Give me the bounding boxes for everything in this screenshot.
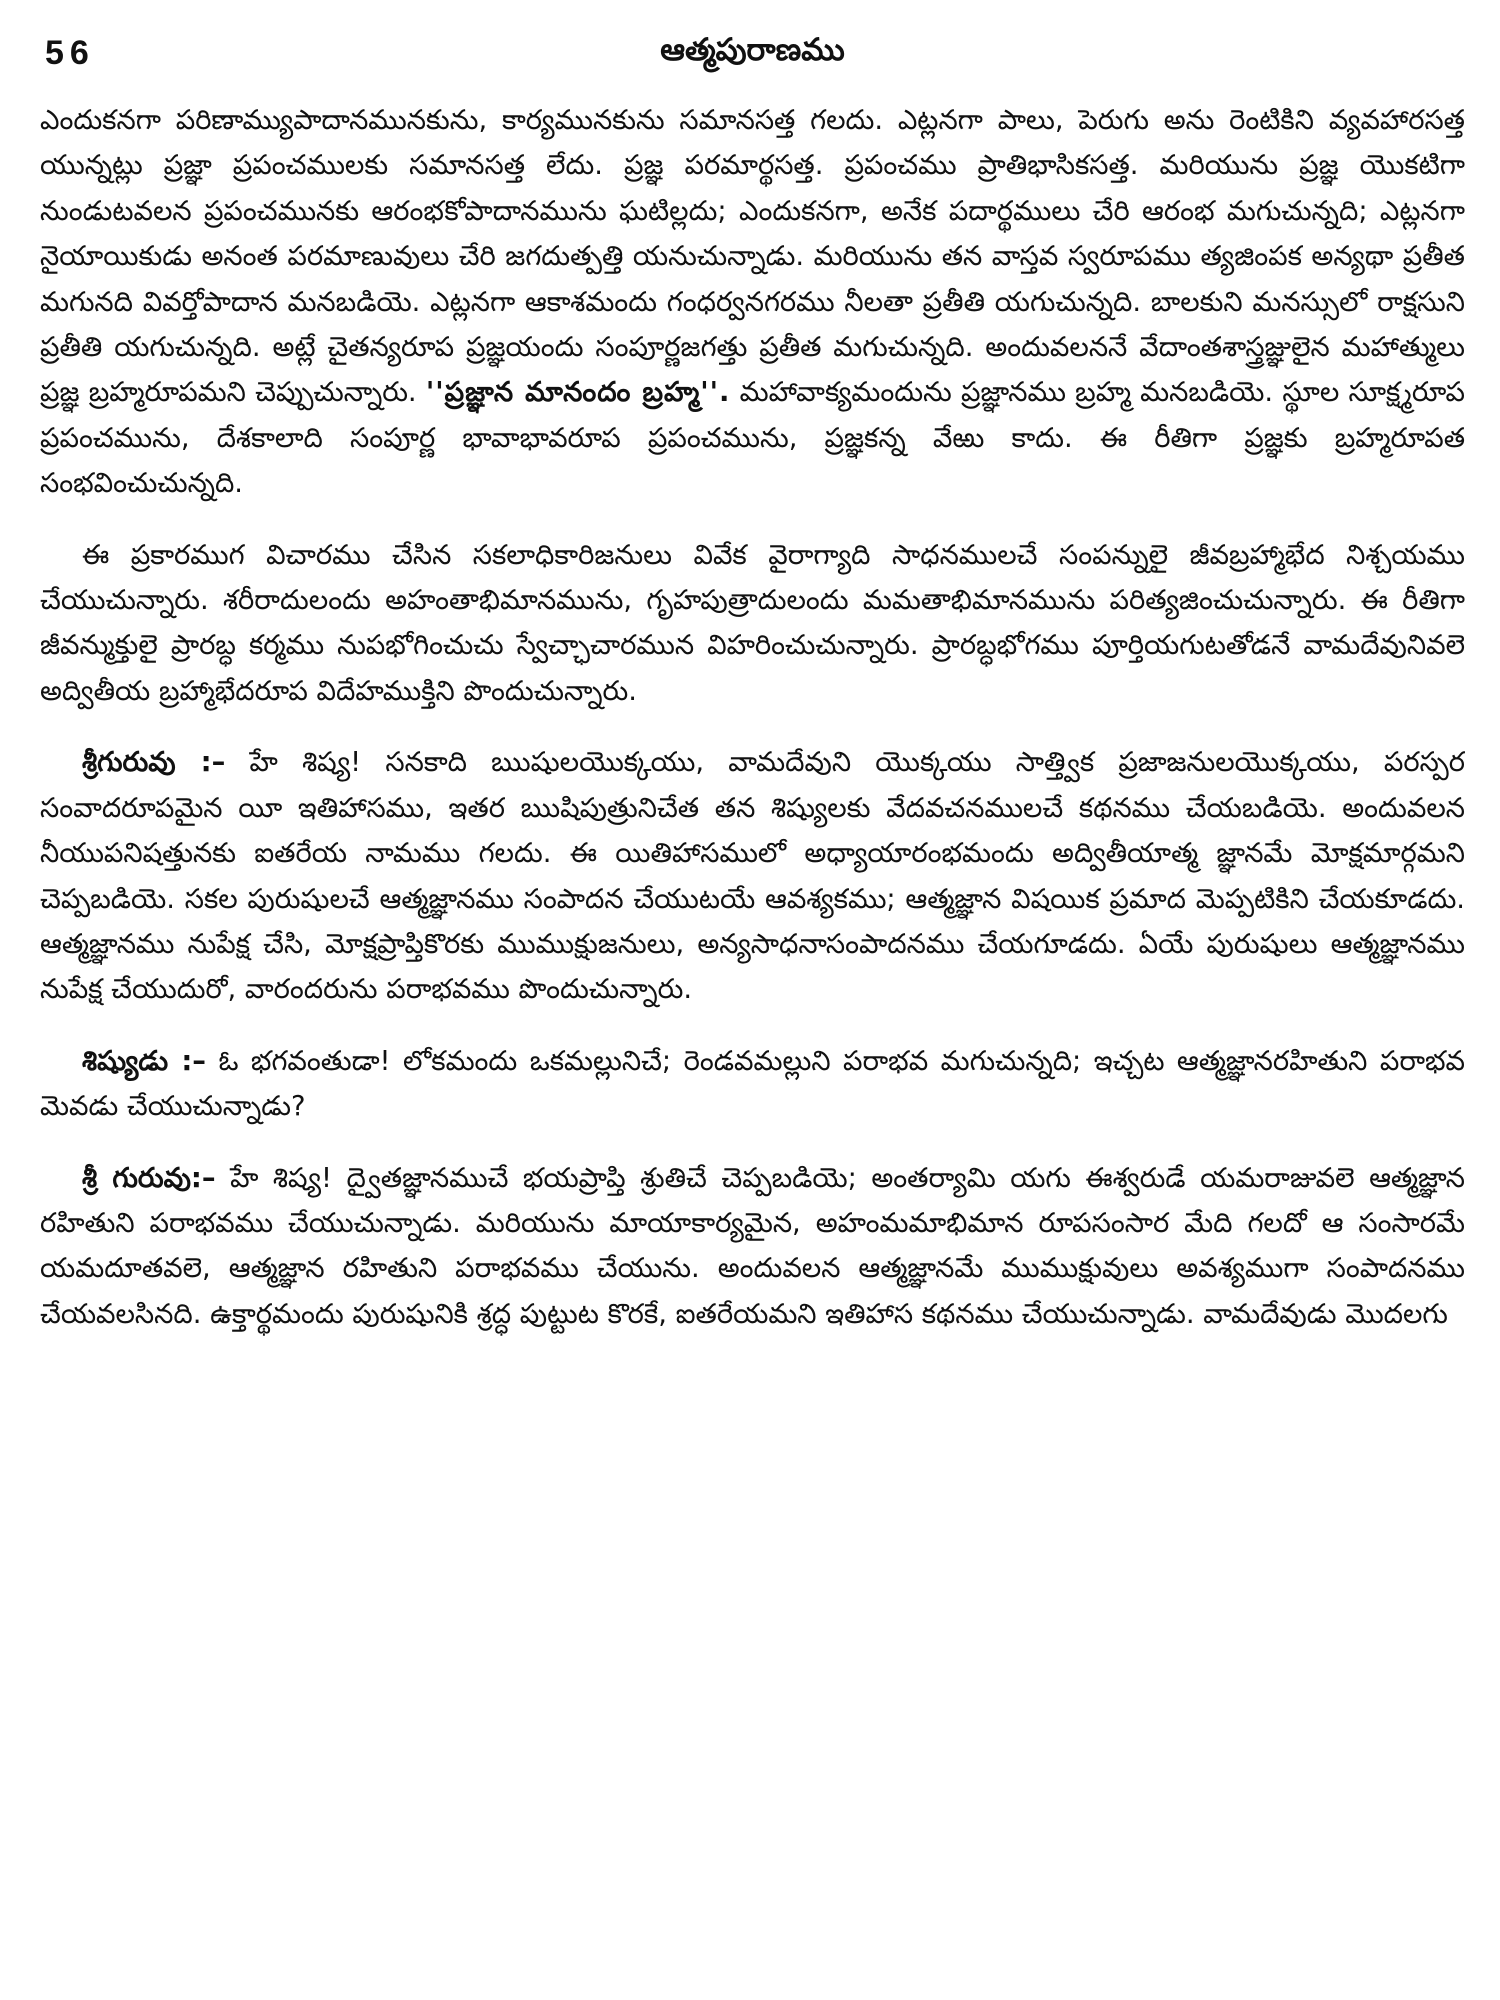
paragraph-1 [40, 98, 1465, 507]
page-header [40, 30, 1465, 90]
paragraph-1-text-b: మహావాక్యమందును ప్రజ్ఞానము బ్రహ్మ మనబడియె. స్థూల సూక్ష్మరూప ప్రపంచమును, దేశకాలాది సంపూర్ణ భావాభావరూప ప్రపంచమును, ప్రజ్ఞకన్న వేఱు కాదు. ఈ రీతిగా ప్రజ్ఞకు బ్రహ్మరూపత సంభవించుచున్నది. [40, 377, 1465, 500]
paragraph-3-text: హే శిష్య! సనకాది ఋషులయొక్కయు, వామదేవుని యొక్కయు సాత్త్విక ప్రజాజనులయొక్కయు, పరస్పర సంవాదరూపమైన యీ ఇతిహాసము, ఇతర ఋషిపుత్రునిచేత తన శిష్యులకు వేదవచనములచే కథనము చేయబడియె. అందువలన నీయుపనిషత్తునకు ఐతరేయ నామము గలదు. ఈ యితిహాసములో అధ్యాయారంభమందు అద్వితీయాత్మ జ్ఞానమే మోక్షమార్గమని చెప్పబడియె. సకల పురుషులచే ఆత్మజ్ఞానము సంపాదన చేయుటయే ఆవశ్యకము; ఆత్మజ్ఞాన విషయిక ప్రమాద మెప్పటికిని చేయకూడదు. ఆత్మజ్ఞానము నుపేక్ష చేసి, మోక్షప్రాప్తికొరకు ముముక్షుజనులు, అన్యసాధనాసంపాదనము చేయగూడదు. ఏయే పురుషులు ఆత్మజ్ఞానము నుపేక్ష చేయుదురో, వారందరును పరాభవము పొందుచున్నారు. [40, 747, 1465, 1006]
paragraph-2: ఈ ప్రకారముగ విచారము చేసిన సకలాధికారిజనులు వివేక వైరాగ్యాది సాధనములచే సంపన్నులై జీవబ్రహ్మాభేద నిశ్చయము చేయుచున్నారు. శరీరాదులందు అహంతాభిమానమును, గృహపుత్రాదులందు మమతాభిమానమును పరిత్యజించుచున్నారు. ఈ రీతిగా జీవన్ముక్తులై ప్రారబ్ధ కర్మము నుపభోగించుచు స్వేచ్ఛాచారమున విహరించుచున్నారు. ప్రారబ్ధభోగము పూర్తియగుటతోడనే వామదేవునివలె అద్వితీయ బ్రహ్మాభేదరూప విదేహముక్తిని పొందుచున్నారు. [40, 539, 1465, 707]
paragraph-5 [40, 1156, 1465, 1338]
paragraph-5-text: హే శిష్య! ద్వైతజ్ఞానముచే భయప్రాప్తి శ్రుతిచే చెప్పబడియె; అంతర్యామి యగు ఈశ్వరుడే యమరాజువలె ఆత్మజ్ఞాన రహితుని పరాభవము చేయుచున్నాడు. మరియును మాయాకార్యమైన, అహంమమాభిమాన రూపసంసార మేది గలదో ఆ సంసారమే యమదూతవలె, ఆత్మజ్ఞాన రహితుని పరాభవము చేయును. అందువలన ఆత్మజ్ఞానమే ముముక్షువులు అవశ్యముగా సంపాదనము చేయవలసినది. ఉక్తార్థమందు పురుషునికి శ్రద్ధ పుట్టుట కొరకే, ఐతరేయమని ఇతిహాస కథనము చేయుచున్నాడు. వామదేవుడు మొదలగు [40, 1162, 1465, 1330]
speaker-label-guru-2: శ్రీ గురువు:– [82, 1162, 216, 1194]
paragraph-4-text: ఓ భగవంతుడా! లోకమందు ఒకమల్లునిచే; రెండవమల్లుని పరాభవ మగుచున్నది; ఇచ్చట ఆత్మజ్ఞానరహితుని పరాభవ మెవడు చేయుచున్నాడు? [40, 1045, 1465, 1123]
running-title: ఆత్మపురాణము [660, 32, 845, 68]
book-page [40, 30, 1465, 1980]
page-number: 56 [45, 34, 95, 72]
speaker-label-shishya: శిష్యుడు :– [82, 1045, 206, 1077]
mahavakya-quote: ''ప్రజ్ఞాన మానందం బ్రహ్మ''. [425, 377, 731, 409]
paragraph-3 [40, 740, 1465, 1012]
speaker-label-guru: శ్రీగురువు :– [82, 747, 226, 779]
body-text [40, 98, 1465, 1337]
paragraph-1-text-a: ఎందుకనగా పరిణామ్యుపాదానమునకును, కార్యమునకును సమానసత్త గలదు. ఎట్లనగా పాలు, పెరుగు అను రెంటికిని వ్యవహారసత్త యున్నట్లు ప్రజ్ఞా ప్రపంచములకు సమానసత్త లేదు. ప్రజ్ఞ పరమార్థసత్త. ప్రపంచము ప్రాతిభాసికసత్త. మరియును ప్రజ్ఞ యొకటిగా నుండుటవలన ప్రపంచమునకు ఆరంభకోపాదానమును ఘటిల్లదు; ఎందుకనగా, అనేక పదార్థములు చేరి ఆరంభ మగుచున్నది; ఎట్లనగా నైయాయికుడు అనంత పరమాణువులు చేరి జగదుత్పత్తి యనుచున్నాడు. మరియును తన వాస్తవ స్వరూపము త్యజింపక అన్యథా ప్రతీత మగునది వివర్తోపాదాన మనబడియె. ఎట్లనగా ఆకాశమందు గంధర్వనగరము నీలతా ప్రతీతి యగుచున్నది. బాలకుని మనస్సులో రాక్షసుని ప్రతీతి యగుచున్నది. అట్లే చైతన్యరూప ప్రజ్ఞయందు సంపూర్ణజగత్తు ప్రతీత మగుచున్నది. అందువలననే వేదాంతశాస్త్రజ్ఞులైన మహాత్ములు ప్రజ్ఞ బ్రహ్మరూపమని చెప్పుచున్నారు. [40, 105, 1465, 409]
paragraph-4 [40, 1039, 1465, 1130]
